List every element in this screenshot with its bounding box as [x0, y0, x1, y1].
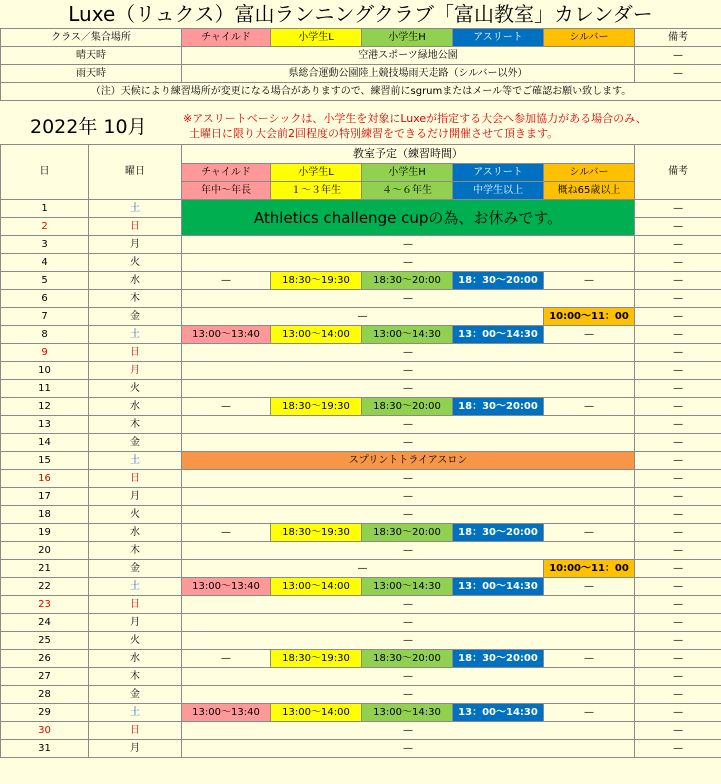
day-number: 15 [1, 452, 89, 470]
weekday: 火 [89, 380, 182, 398]
day-row [1, 668, 721, 686]
silver-time: 10:00～11：00 [544, 308, 635, 326]
shoL-time: 13:00～14:00 [271, 326, 362, 344]
day-number: 17 [1, 488, 89, 506]
athlete-time: 18：30～20:00 [453, 398, 544, 416]
day-row [1, 506, 721, 524]
weekday: 土 [89, 200, 182, 218]
age-shoL: １～３年生 [271, 182, 362, 200]
remarks-cell: — [635, 344, 721, 362]
weekday: 月 [89, 614, 182, 632]
remarks-cell: — [635, 650, 721, 668]
day-number: 25 [1, 632, 89, 650]
day-row [1, 200, 721, 218]
remarks-cell: — [635, 578, 721, 596]
shoL-time: 13:00～14:00 [271, 578, 362, 596]
day-row [1, 740, 721, 758]
remarks-cell: — [635, 740, 721, 758]
day-number: 9 [1, 344, 89, 362]
child-cell: — [182, 398, 271, 416]
rainy-remarks: — [635, 65, 721, 83]
no-class-cell: — [182, 686, 635, 704]
remarks-cell: — [635, 254, 721, 272]
weekday: 水 [89, 650, 182, 668]
day-number: 10 [1, 362, 89, 380]
day-number: 22 [1, 578, 89, 596]
shoL-time: 18:30～19:30 [271, 398, 362, 416]
event-sprint-triathlon: スプリントトライアスロン [182, 452, 635, 470]
remarks-cell: — [635, 668, 721, 686]
weekday: 火 [89, 254, 182, 272]
shoL-time: 18:30～19:30 [271, 650, 362, 668]
day-row [1, 272, 721, 290]
class-silver: シルバー [544, 29, 635, 47]
no-class-cell: — [182, 668, 635, 686]
remarks-cell: — [635, 398, 721, 416]
day-row [1, 542, 721, 560]
no-class-cell: — [182, 380, 635, 398]
weekday: 土 [89, 578, 182, 596]
remarks-cell: — [635, 380, 721, 398]
day-row [1, 614, 721, 632]
day-number: 21 [1, 560, 89, 578]
athlete-time: 18：30～20:00 [453, 650, 544, 668]
remarks-cell: — [635, 308, 721, 326]
class-shoH: 小学生H [362, 29, 453, 47]
day-row [1, 470, 721, 488]
weekday: 木 [89, 668, 182, 686]
day-row [1, 524, 721, 542]
day-row [1, 452, 721, 470]
weekday: 土 [89, 452, 182, 470]
day-row [1, 578, 721, 596]
day-number: 2 [1, 218, 89, 236]
day-number: 12 [1, 398, 89, 416]
shoH-time: 18:30～20:00 [362, 272, 453, 290]
day-row [1, 398, 721, 416]
schedule-header: 教室予定（練習時間） [182, 145, 635, 164]
day-number: 31 [1, 740, 89, 758]
age-silver: 概ね65歳以上 [544, 182, 635, 200]
weekday: 水 [89, 272, 182, 290]
day-number: 23 [1, 596, 89, 614]
warning-line-2: 土曜日に限り大会前2回程度の特別練習をできるだけ開催させて頂きます。 [189, 127, 559, 140]
remarks-cell: — [635, 362, 721, 380]
shoH-time: 18:30～20:00 [362, 524, 453, 542]
day-number: 18 [1, 506, 89, 524]
weekday: 水 [89, 524, 182, 542]
child-time: 13:00～13:40 [182, 704, 271, 722]
class-child: チャイルド [182, 29, 271, 47]
weekday: 日 [89, 596, 182, 614]
shoH-time: 13:00～14:30 [362, 578, 453, 596]
calendar-body [1, 200, 721, 758]
silver-cell: — [544, 578, 635, 596]
month-header [0, 110, 721, 144]
remarks-cell: — [635, 236, 721, 254]
day-row [1, 236, 721, 254]
rainy-place: 県総合運動公園陸上競技場雨天走路（シルバー以外） [182, 65, 635, 83]
weekday: 金 [89, 560, 182, 578]
day-number: 30 [1, 722, 89, 740]
child-cell: — [182, 524, 271, 542]
no-class-cell: — [182, 542, 635, 560]
weekday: 月 [89, 362, 182, 380]
remarks-header: 備考 [635, 145, 721, 200]
warning-line-1: ※アスリートベーシックは、小学生を対象にLuxeが指定する大会へ参加協力がある場合のみ、 [183, 112, 647, 125]
age-athlete: 中学生以上 [453, 182, 544, 200]
day-number: 26 [1, 650, 89, 668]
no-class-cell: — [182, 416, 635, 434]
remarks-cell: — [635, 326, 721, 344]
weekday: 日 [89, 344, 182, 362]
no-class-cell: — [182, 488, 635, 506]
day-row [1, 596, 721, 614]
remarks-cell: — [635, 506, 721, 524]
day-number: 6 [1, 290, 89, 308]
class-shoL: 小学生L [271, 29, 362, 47]
day-row [1, 722, 721, 740]
athlete-time: 18：30～20:00 [453, 272, 544, 290]
month-label: 2022年 10月 [30, 116, 147, 138]
day-number: 14 [1, 434, 89, 452]
shoL-time: 18:30～19:30 [271, 524, 362, 542]
remarks-cell: — [635, 704, 721, 722]
remarks-cell: — [635, 434, 721, 452]
location-table [0, 28, 721, 101]
header-row-1 [1, 145, 721, 164]
silver-cell: — [544, 398, 635, 416]
sunny-remarks: — [635, 47, 721, 65]
remarks-cell: — [635, 452, 721, 470]
day-number: 4 [1, 254, 89, 272]
athlete-time: 13：00～14:30 [453, 704, 544, 722]
day-row [1, 632, 721, 650]
day-number: 11 [1, 380, 89, 398]
remarks-cell: — [635, 542, 721, 560]
remarks-cell: — [635, 722, 721, 740]
no-class-cell: — [182, 506, 635, 524]
shoL-time: 18:30～19:30 [271, 272, 362, 290]
shoL-time: 13:00～14:00 [271, 704, 362, 722]
day-number: 27 [1, 668, 89, 686]
day-row [1, 560, 721, 578]
day-row [1, 344, 721, 362]
remarks-label: 備考 [635, 29, 721, 47]
no-class-cell: — [182, 470, 635, 488]
weekday: 日 [89, 722, 182, 740]
age-shoH: ４～６年生 [362, 182, 453, 200]
class-header-row [1, 29, 721, 47]
page-title: Luxe（リュクス）富山ランニングクラブ「富山教室」カレンダー [68, 2, 653, 26]
day-number: 28 [1, 686, 89, 704]
day-number: 24 [1, 614, 89, 632]
no-class-cell: — [182, 308, 544, 326]
no-class-cell: — [182, 236, 635, 254]
no-class-cell: — [182, 740, 635, 758]
header-class-child: チャイルド [182, 164, 271, 182]
weekday: 木 [89, 542, 182, 560]
remarks-cell: — [635, 416, 721, 434]
day-number: 16 [1, 470, 89, 488]
day-row [1, 308, 721, 326]
silver-cell: — [544, 704, 635, 722]
remarks-cell: — [635, 524, 721, 542]
header-class-shoL: 小学生L [271, 164, 362, 182]
remarks-cell: — [635, 614, 721, 632]
remarks-cell: — [635, 218, 721, 236]
weekday: 日 [89, 470, 182, 488]
day-row [1, 380, 721, 398]
day-row [1, 362, 721, 380]
athlete-warning [183, 111, 647, 141]
weekday-header: 曜日 [89, 145, 182, 200]
remarks-cell: — [635, 200, 721, 218]
no-class-cell: — [182, 614, 635, 632]
day-row [1, 434, 721, 452]
weekday: 金 [89, 686, 182, 704]
no-class-cell: — [182, 560, 544, 578]
silver-cell: — [544, 650, 635, 668]
weekday: 木 [89, 290, 182, 308]
no-class-cell: — [182, 596, 635, 614]
weekday: 日 [89, 218, 182, 236]
day-number: 19 [1, 524, 89, 542]
no-class-cell: — [182, 632, 635, 650]
remarks-cell: — [635, 560, 721, 578]
day-row [1, 488, 721, 506]
day-number: 3 [1, 236, 89, 254]
day-header: 日 [1, 145, 89, 200]
day-row [1, 650, 721, 668]
header-class-shoH: 小学生H [362, 164, 453, 182]
weekday: 火 [89, 632, 182, 650]
no-class-cell: — [182, 722, 635, 740]
weekday: 金 [89, 434, 182, 452]
day-row [1, 254, 721, 272]
weekday: 金 [89, 308, 182, 326]
weekday: 月 [89, 488, 182, 506]
remarks-cell: — [635, 488, 721, 506]
sunny-label: 晴天時 [1, 47, 182, 65]
header-class-silver: シルバー [544, 164, 635, 182]
silver-cell: — [544, 524, 635, 542]
athlete-time: 13：00～14:30 [453, 326, 544, 344]
day-number: 20 [1, 542, 89, 560]
shoH-time: 13:00～14:30 [362, 704, 453, 722]
day-row [1, 686, 721, 704]
day-number: 7 [1, 308, 89, 326]
athlete-time: 18：30～20:00 [453, 524, 544, 542]
sunny-row [1, 47, 721, 65]
silver-cell: — [544, 326, 635, 344]
weekday: 月 [89, 740, 182, 758]
remarks-cell: — [635, 632, 721, 650]
remarks-cell: — [635, 290, 721, 308]
note-row [1, 83, 721, 101]
day-number: 8 [1, 326, 89, 344]
rainy-row [1, 65, 721, 83]
day-number: 1 [1, 200, 89, 218]
calendar-table [0, 144, 721, 758]
event-athletics-cup: Athletics challenge cupの為、お休みです。 [182, 200, 635, 236]
child-time: 13:00～13:40 [182, 578, 271, 596]
day-number: 5 [1, 272, 89, 290]
day-number: 29 [1, 704, 89, 722]
rainy-label: 雨天時 [1, 65, 182, 83]
day-number: 13 [1, 416, 89, 434]
child-time: 13:00～13:40 [182, 326, 271, 344]
class-athlete: アスリート [453, 29, 544, 47]
no-class-cell: — [182, 362, 635, 380]
day-row [1, 326, 721, 344]
weekday: 土 [89, 704, 182, 722]
header-class-athlete: アスリート [453, 164, 544, 182]
remarks-cell: — [635, 596, 721, 614]
day-row [1, 290, 721, 308]
day-row [1, 416, 721, 434]
no-class-cell: — [182, 254, 635, 272]
age-child: 年中～年長 [182, 182, 271, 200]
child-cell: — [182, 272, 271, 290]
shoH-time: 18:30～20:00 [362, 650, 453, 668]
remarks-cell: — [635, 272, 721, 290]
weekday: 水 [89, 398, 182, 416]
remarks-cell: — [635, 470, 721, 488]
day-row [1, 704, 721, 722]
silver-cell: — [544, 272, 635, 290]
weekday: 木 [89, 416, 182, 434]
weather-note: （注）天候により練習場所が変更になる場合がありますので、練習前にsgrumまたはメール等でご確認お願い致します。 [1, 83, 721, 101]
shoH-time: 13:00～14:30 [362, 326, 453, 344]
shoH-time: 18:30～20:00 [362, 398, 453, 416]
no-class-cell: — [182, 434, 635, 452]
weekday: 火 [89, 506, 182, 524]
child-cell: — [182, 650, 271, 668]
weekday: 土 [89, 326, 182, 344]
silver-time: 10:00～11：00 [544, 560, 635, 578]
no-class-cell: — [182, 344, 635, 362]
sunny-place: 空港スポーツ緑地公園 [182, 47, 635, 65]
remarks-cell: — [635, 686, 721, 704]
weekday: 月 [89, 236, 182, 254]
athlete-time: 13：00～14:30 [453, 578, 544, 596]
no-class-cell: — [182, 290, 635, 308]
class-place-label: クラス／集合場所 [1, 29, 182, 47]
